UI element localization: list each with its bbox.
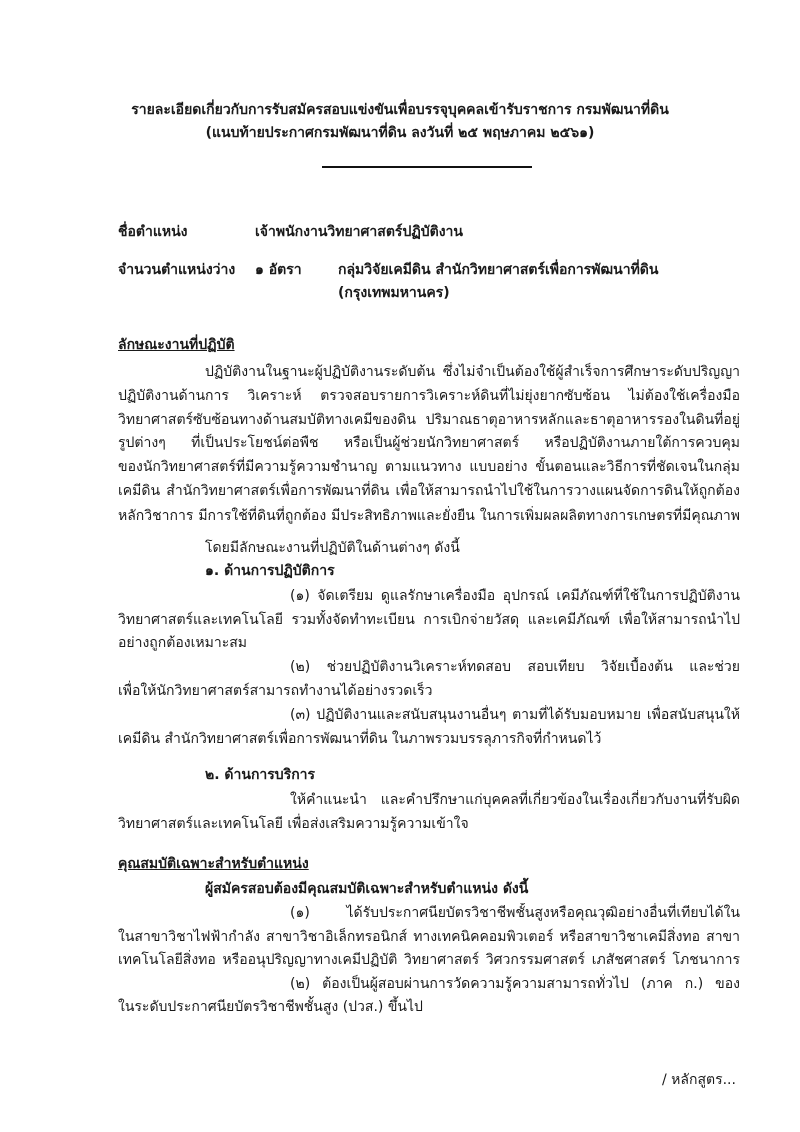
job-para-line: เคมีดิน สำนักวิทยาศาสตร์เพื่อการพัฒนาที่ดิน เพื่อให้สามารถนำไปใช้ในการวางแผนจัดการดินให้ถูกต้อง bbox=[118, 483, 740, 499]
section-2-heading: ๒. ด้านการบริการ bbox=[205, 767, 316, 783]
item-2-cont: วิทยาศาสตร์และเทคโนโลยี เพื่อส่งเสริมความรู้ความเข้าใจ bbox=[118, 816, 469, 832]
job-para-line: ปฏิบัติงานในฐานะผู้ปฏิบัติงานระดับต้น ซึ่งไม่จำเป็นต้องใช้ผู้สำเร็จการศึกษาระดับปริญญา bbox=[205, 364, 740, 380]
item-1-1-cont: อย่างถูกต้องเหมาะสม bbox=[118, 635, 247, 651]
job-intro: โดยมีลักษณะงานที่ปฏิบัติในด้านต่างๆ ดังนี้ bbox=[205, 540, 460, 556]
job-para-line: วิทยาศาสตร์ซับซ้อนทางด้านสมบัติทางเคมีของดิน ปริมาณธาตุอาหารหลักและธาตุอาหารรองในดินที่อยู่ bbox=[118, 412, 740, 428]
qualification-1-cont: เทคโนโลยีสิ่งทอ หรืออนุปริญญาทางเคมีปฏิบัติ วิทยาศาสตร์ วิศวกรรมศาสตร์ เภสัชศาสตร์ โภชนาการ bbox=[118, 952, 740, 968]
item-2: ให้คำแนะนำ และคำปรึกษาแก่บุคคลที่เกี่ยวข้องในเรื่องเกี่ยวกับงานที่รับผิด bbox=[290, 792, 740, 808]
job-para-line: หลักวิชาการ มีการใช้ที่ดินที่ถูกต้อง มีประสิทธิภาพและยั่งยืน ในการเพิ่มผลผลิตทางการเกษตรที่มีคุณภาพ bbox=[118, 508, 740, 524]
title-divider bbox=[322, 166, 532, 168]
item-1-1-cont: วิทยาศาสตร์และเทคโนโลยี รวมทั้งจัดทำทะเบียน การเบิกจ่ายวัสดุ และเคมีภัณฑ์ เพื่อให้สามารถนำไป bbox=[118, 612, 740, 628]
job-para-line: ของนักวิทยาศาสตร์ที่มีความรู้ความชำนาญ ตามแนวทาง แบบอย่าง ขั้นตอนและวิธีการที่ชัดเจนในกลุ่ม bbox=[118, 459, 740, 475]
qualifications-heading: คุณสมบัติเฉพาะสำหรับตำแหน่ง bbox=[118, 856, 309, 872]
vacancy-label: จำนวนตำแหน่งว่าง bbox=[118, 262, 236, 278]
job-para-line: ปฏิบัติงานด้านการ วิเคราะห์ ตรวจสอบรายการวิเคราะห์ดินที่ไม่ยุ่งยากซับซ้อน ไม่ต้องใช้เครื่องมือ bbox=[118, 388, 740, 404]
document-subtitle: (แนบท้ายประกาศกรมพัฒนาที่ดิน ลงวันที่ ๒๕ พฤษภาคม ๒๕๖๑) bbox=[205, 125, 595, 141]
item-1-2-cont: เพื่อให้นักวิทยาศาสตร์สามารถทำงานได้อย่างรวดเร็ว bbox=[118, 683, 433, 699]
section-1-heading: ๑. ด้านการปฏิบัติการ bbox=[205, 563, 335, 579]
position-value: เจ้าพนักงานวิทยาศาสตร์ปฏิบัติงาน bbox=[255, 224, 463, 240]
position-label: ชื่อตำแหน่ง bbox=[118, 224, 188, 240]
vacancy-count: ๑ อัตรา bbox=[255, 262, 302, 278]
qualification-1-cont: ในสาขาวิชาไฟฟ้ากำลัง สาขาวิชาอิเล็กทรอนิกส์ ทางเทคนิคคอมพิวเตอร์ หรือสาขาวิชาเคมีสิ่งทอ สาขา bbox=[118, 929, 740, 945]
item-1-3-cont: เคมีดิน สำนักวิทยาศาสตร์เพื่อการพัฒนาที่ดิน ในภาพรวมบรรลุภารกิจที่กำหนดไว้ bbox=[118, 731, 602, 747]
unit-line-1: กลุ่มวิจัยเคมีดิน สำนักวิทยาศาสตร์เพื่อการพัฒนาที่ดิน bbox=[338, 262, 659, 278]
item-1-1: (๑) จัดเตรียม ดูแลรักษาเครื่องมือ อุปกรณ์ เคมีภัณฑ์ที่ใช้ในการปฏิบัติงาน bbox=[290, 588, 740, 604]
qualification-2: (๒) ต้องเป็นผู้สอบผ่านการวัดความรู้ความสามารถทั่วไป (ภาค ก.) ของ bbox=[290, 976, 740, 992]
item-1-3: (๓) ปฏิบัติงานและสนับสนุนงานอื่นๆ ตามที่ได้รับมอบหมาย เพื่อสนับสนุนให้ bbox=[290, 707, 740, 723]
qualification-1: (๑) ได้รับประกาศนียบัตรวิชาชีพชั้นสูงหรือคุณวุฒิอย่างอื่นที่เทียบได้ใน bbox=[290, 905, 740, 921]
job-heading: ลักษณะงานที่ปฏิบัติ bbox=[118, 337, 235, 353]
qualification-2-cont: ในระดับประกาศนียบัตรวิชาชีพชั้นสูง (ปวส.) ขึ้นไป bbox=[118, 999, 423, 1015]
item-1-2: (๒) ช่วยปฏิบัติงานวิเคราะห์ทดสอบ สอบเทียบ วิจัยเบื้องต้น และช่วย bbox=[290, 659, 740, 675]
document-title: รายละเอียดเกี่ยวกับการรับสมัครสอบแข่งขันเพื่อบรรจุบุคคลเข้ารับราชการ กรมพัฒนาที่ดิน bbox=[131, 102, 669, 118]
unit-line-2: (กรุงเทพมหานคร) bbox=[338, 285, 450, 301]
job-para-line: รูปต่างๆ ที่เป็นประโยชน์ต่อพืช หรือเป็นผู้ช่วยนักวิทยาศาสตร์ หรือปฏิบัติงานภายใต้การควบคุม bbox=[118, 435, 740, 451]
qualifications-subheading: ผู้สมัครสอบต้องมีคุณสมบัติเฉพาะสำหรับตำแหน่ง ดังนี้ bbox=[205, 881, 529, 897]
continued-marker: / หลักสูตร... bbox=[662, 1072, 736, 1088]
